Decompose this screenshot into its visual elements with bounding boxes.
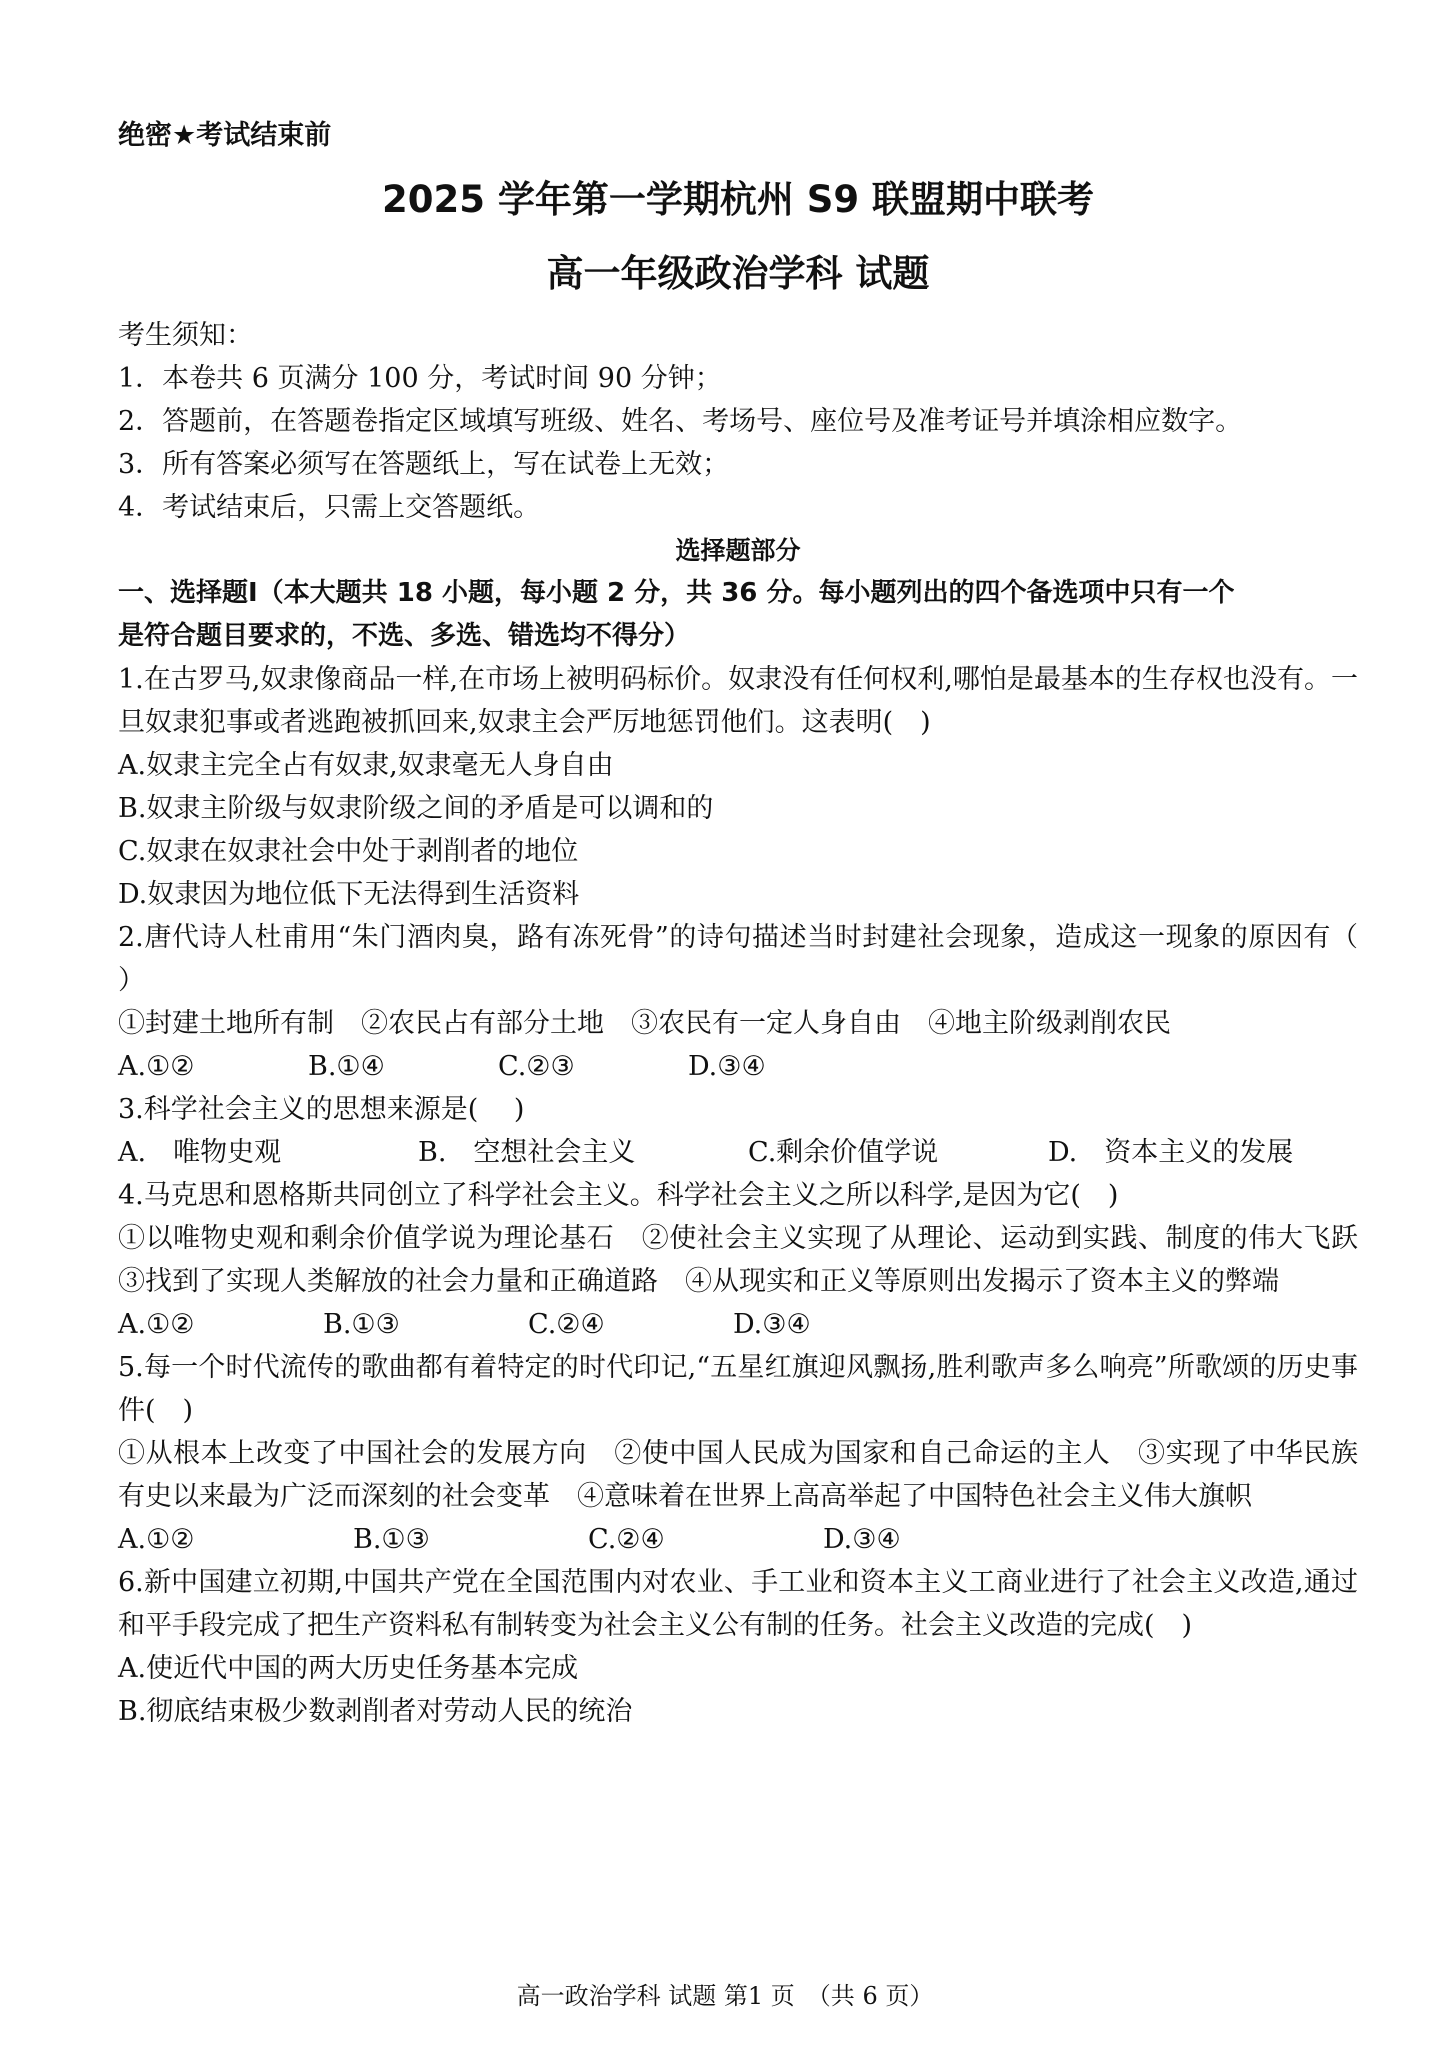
- question-2: [118, 916, 1394, 1088]
- option-c: C.②③: [498, 1051, 575, 1082]
- option-b: B.①④: [308, 1051, 385, 1082]
- notice-item: 4．考试结束后，只需上交答题纸。: [118, 492, 541, 523]
- options-row: [118, 1303, 1358, 1346]
- confidential-mark: 绝密★考试结束前: [118, 120, 332, 151]
- notice-item: 3．所有答案必须写在答题纸上，写在试卷上无效；: [118, 449, 730, 480]
- question-5: [118, 1346, 1358, 1561]
- option-b: B. 空想社会主义: [418, 1137, 636, 1168]
- section-title: 选择题部分: [675, 536, 801, 565]
- option-b: B.①③: [353, 1524, 430, 1555]
- option-d: D.③④: [688, 1051, 766, 1082]
- option-d: D.③④: [823, 1524, 901, 1555]
- exam-subtitle: 高一年级政治学科 试题: [546, 252, 930, 295]
- notice-heading: 考生须知：: [118, 320, 253, 351]
- question-stem: 3.科学社会主义的思想来源是( ): [118, 1094, 525, 1125]
- option-b: B.①③: [323, 1309, 400, 1340]
- option-c: C.②④: [528, 1309, 605, 1340]
- question-6: [118, 1561, 1358, 1733]
- option-b: B.奴隶主阶级与奴隶阶级之间的矛盾是可以调和的: [118, 793, 714, 824]
- option-c: C.②④: [588, 1524, 665, 1555]
- option-a: A.①②: [118, 1524, 195, 1555]
- option-b: B.彻底结束极少数剥削者对劳动人民的统治: [118, 1696, 633, 1727]
- notice-block: [118, 314, 1358, 529]
- question-stem: 4.马克思和恩格斯共同创立了科学社会主义。科学社会主义之所以科学,是因为它( ): [118, 1180, 1119, 1211]
- options-row: [118, 1131, 1358, 1174]
- option-a: A.①②: [118, 1051, 195, 1082]
- page-footer: 高一政治学科 试题 第1 页 （共 6 页）: [516, 1982, 934, 2010]
- question-statements: ①以唯物史观和剩余价值学说为理论基石 ②使社会主义实现了从理论、运动到实践、制度的伟大飞跃 ③找到了实现人类解放的社会力量和正确道路 ④从现实和正义等原则出发揭示了资本主义的弊端: [118, 1223, 1385, 1297]
- question-statements: ①封建土地所有制 ②农民占有部分土地 ③农民有一定人身自由 ④地主阶级剥削农民: [118, 1008, 1171, 1039]
- section-instruction: 是符合题目要求的，不选、多选、错选均不得分）: [118, 621, 691, 651]
- option-c: C.剩余价值学说: [748, 1137, 939, 1168]
- page-content: [118, 118, 1394, 1733]
- question-stem: 6.新中国建立初期,中国共产党在全国范围内对农业、手工业和资本主义工商业进行了社会主义改造,通过和平手段完成了把生产资料私有制转变为社会主义公有制的任务。社会主义改造的完成( ): [118, 1567, 1358, 1641]
- option-a: A. 唯物史观: [118, 1137, 282, 1168]
- options-row: [118, 1045, 1358, 1088]
- question-1: [118, 658, 1358, 916]
- option-d: D. 资本主义的发展: [1048, 1137, 1294, 1168]
- option-a: A.奴隶主完全占有奴隶,奴隶毫无人身自由: [118, 750, 614, 781]
- notice-item: 2．答题前，在答题卷指定区域填写班级、姓名、考场号、座位号及准考证号并填涂相应数字。: [118, 406, 1243, 437]
- section-instruction: 一、选择题Ⅰ（本大题共 18 小题，每小题 2 分，共 36 分。每小题列出的四个备选项中只有一个: [118, 578, 1235, 608]
- option-c: C.奴隶在奴隶社会中处于剥削者的地位: [118, 836, 579, 867]
- question-stem: 1.在古罗马,奴隶像商品一样,在市场上被明码标价。奴隶没有任何权利,哪怕是最基本的生存权也没有。一旦奴隶犯事或者逃跑被抓回来,奴隶主会严厉地惩罚他们。这表明( ): [118, 664, 1358, 738]
- notice-item: 1．本卷共 6 页满分 100 分，考试时间 90 分钟；: [118, 363, 722, 394]
- question-3: [118, 1088, 1358, 1174]
- question-stem: 5.每一个时代流传的歌曲都有着特定的时代印记,“五星红旗迎风飘扬,胜利歌声多么响亮”所歌颂的历史事件( ): [118, 1352, 1358, 1426]
- option-a: A.①②: [118, 1309, 195, 1340]
- option-d: D.③④: [733, 1309, 811, 1340]
- option-d: D.奴隶因为地位低下无法得到生活资料: [118, 879, 580, 910]
- exam-title: 2025 学年第一学期杭州 S9 联盟期中联考: [381, 178, 1094, 221]
- question-stem: 2.唐代诗人杜甫用“朱门酒肉臭，路有冻死骨”的诗句描述当时封建社会现象，造成这一现象的原因有（ ）: [118, 922, 1394, 996]
- options-row: [118, 1518, 1358, 1561]
- question-4: [118, 1174, 1385, 1346]
- option-a: A.使近代中国的两大历史任务基本完成: [118, 1653, 579, 1684]
- question-statements: ①从根本上改变了中国社会的发展方向 ②使中国人民成为国家和自己命运的主人 ③实现了中华民族有史以来最为广泛而深刻的社会变革 ④意味着在世界上高高举起了中国特色社会主义伟大旗帜: [118, 1438, 1358, 1512]
